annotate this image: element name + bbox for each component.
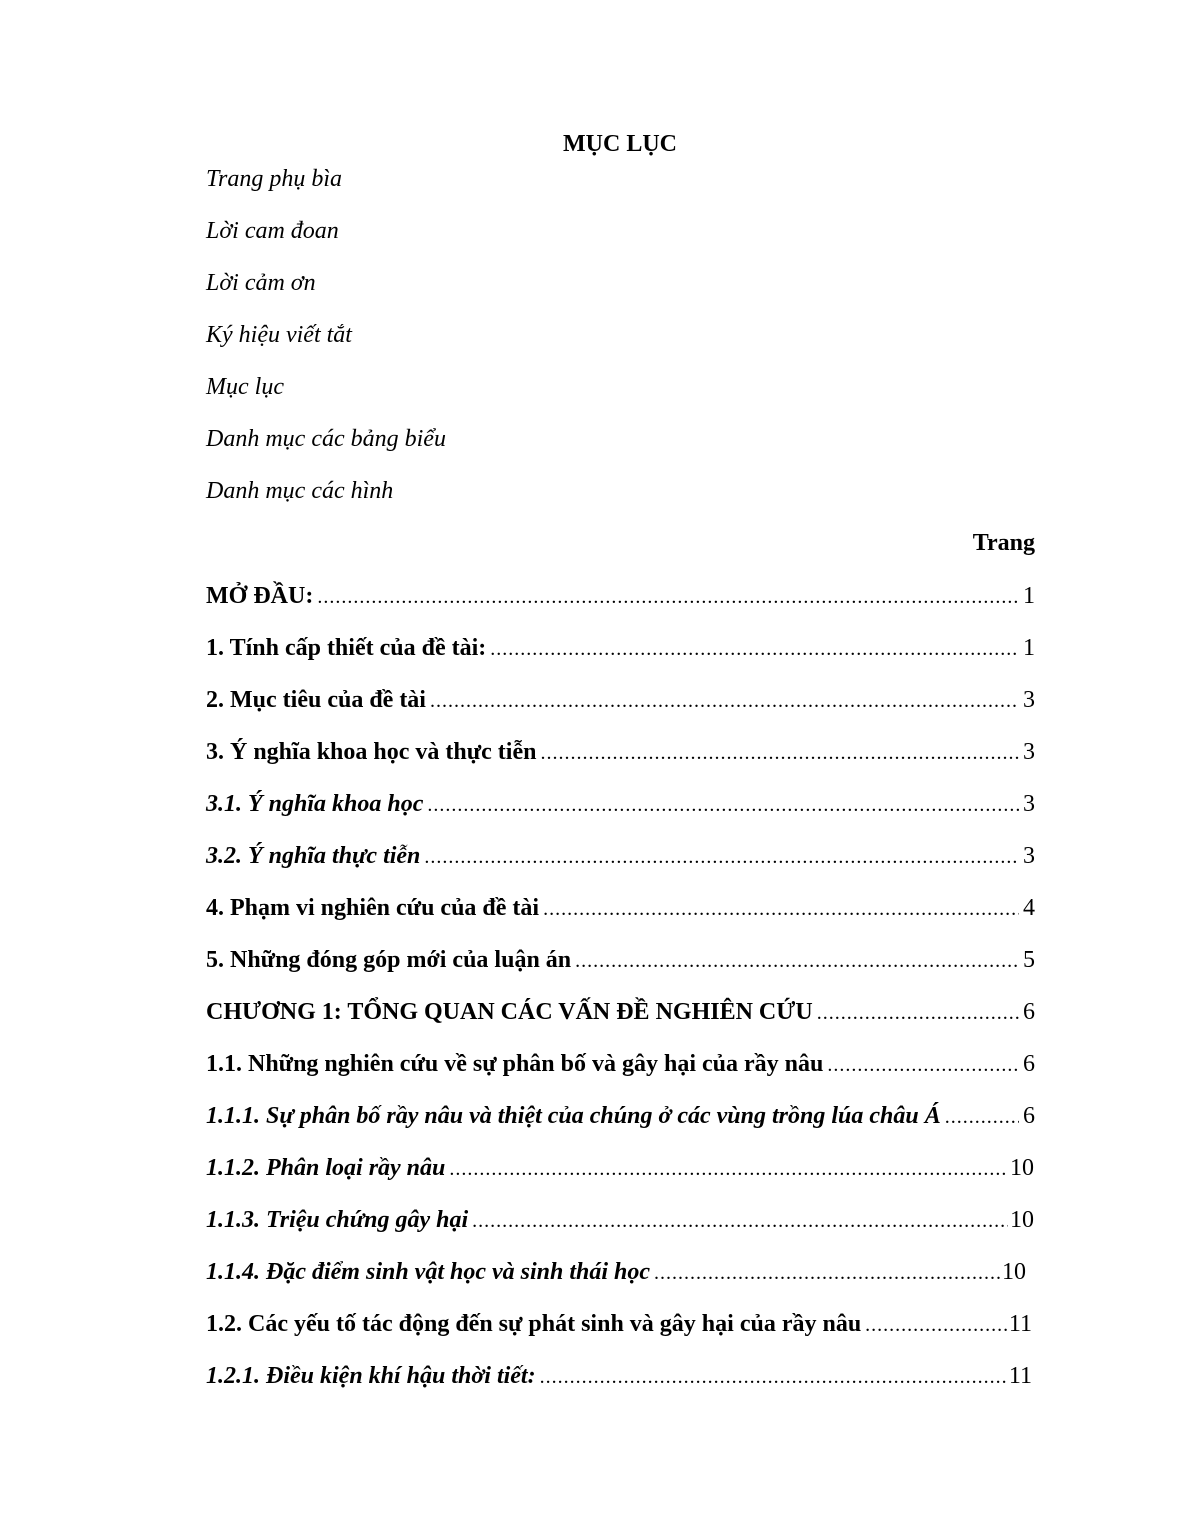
toc-entry-page: 11 bbox=[1008, 1311, 1032, 1337]
toc-leader-dots bbox=[427, 789, 1019, 821]
toc-entry-label: 1.2. Các yếu tố tác động đến sự phát sinh và gây hại của rầy nâu bbox=[206, 1311, 862, 1337]
toc-entry bbox=[206, 1152, 1034, 1185]
toc-leader-dots bbox=[827, 1049, 1019, 1081]
toc-entry-label: 1.1. Những nghiên cứu về sự phân bố và gây hại của rầy nâu bbox=[206, 1051, 824, 1077]
toc-entry-label: CHƯƠNG 1: TỔNG QUAN CÁC VẤN ĐỀ NGHIÊN CỨU bbox=[206, 999, 813, 1025]
toc-entry-label: 5. Những đóng góp mới của luận án bbox=[206, 947, 572, 973]
toc-entry bbox=[206, 684, 1035, 717]
toc-entry-page: 1 bbox=[1023, 635, 1035, 661]
toc-entry-label: 2. Mục tiêu của đề tài bbox=[206, 687, 426, 713]
front-matter-item: Trang phụ bìa bbox=[206, 166, 343, 192]
toc-entry-label: 3.2. Ý nghĩa thực tiễn bbox=[206, 843, 421, 869]
toc-entry bbox=[206, 788, 1035, 821]
toc-entry bbox=[206, 580, 1035, 613]
toc-entry bbox=[206, 1100, 1035, 1133]
toc-entry-page: 11 bbox=[1008, 1363, 1032, 1389]
page-title: MỤC LỤC bbox=[563, 131, 677, 157]
front-matter-item: Lời cảm ơn bbox=[206, 270, 316, 296]
toc-leader-dots bbox=[490, 633, 1019, 665]
toc-entry-label: 1.1.4. Đặc điểm sinh vật học và sinh thái học bbox=[206, 1259, 651, 1285]
toc-entry-label: 1. Tính cấp thiết của đề tài: bbox=[206, 635, 487, 661]
toc-leader-dots bbox=[430, 685, 1019, 717]
toc-entry-label: 1.1.2. Phân loại rầy nâu bbox=[206, 1155, 446, 1181]
toc-entry-label: 1.1.3. Triệu chứng gây hại bbox=[206, 1207, 469, 1233]
toc-entry-page: 4 bbox=[1023, 895, 1035, 921]
front-matter-item: Danh mục các bảng biểu bbox=[206, 426, 446, 452]
toc-leader-dots bbox=[317, 581, 1019, 613]
toc-entry-page: 6 bbox=[1023, 999, 1035, 1025]
toc-entry-page: 3 bbox=[1023, 739, 1035, 765]
toc-entry bbox=[206, 736, 1035, 769]
toc-leader-dots bbox=[543, 893, 1019, 925]
toc-entry bbox=[206, 632, 1035, 665]
toc-leader-dots bbox=[945, 1101, 1019, 1133]
front-matter-item: Ký hiệu viết tắt bbox=[206, 322, 352, 348]
toc-entry bbox=[206, 1204, 1034, 1237]
toc-entry-label: MỞ ĐẦU: bbox=[206, 583, 314, 609]
page-column-label: Trang bbox=[972, 530, 1035, 556]
toc-entry bbox=[206, 996, 1035, 1029]
toc-leader-dots bbox=[540, 1361, 1007, 1393]
toc-entry-label: 4. Phạm vi nghiên cứu của đề tài bbox=[206, 895, 540, 921]
toc-entry bbox=[206, 944, 1035, 977]
toc-entry-page: 5 bbox=[1023, 947, 1035, 973]
toc-leader-dots bbox=[472, 1205, 1008, 1237]
toc-leader-dots bbox=[540, 737, 1019, 769]
toc-entry-page: 10 bbox=[1002, 1259, 1026, 1285]
toc-entry-page: 10 bbox=[1010, 1155, 1034, 1181]
toc-entry-page: 10 bbox=[1010, 1207, 1034, 1233]
toc-leader-dots bbox=[575, 945, 1019, 977]
toc-entry-page: 3 bbox=[1023, 687, 1035, 713]
toc-entry-label: 3. Ý nghĩa khoa học và thực tiễn bbox=[206, 739, 537, 765]
toc-leader-dots bbox=[424, 841, 1019, 873]
toc-entry bbox=[206, 1308, 1032, 1341]
toc-entry-label: 3.1. Ý nghĩa khoa học bbox=[206, 791, 424, 817]
toc-entry bbox=[206, 1360, 1032, 1393]
toc-entry-label: 1.1.1. Sự phân bố rầy nâu và thiệt của chúng ở các vùng trồng lúa châu Á bbox=[206, 1103, 941, 1129]
toc-entry bbox=[206, 1256, 1026, 1289]
toc-entry-page: 3 bbox=[1023, 843, 1035, 869]
toc-entry bbox=[206, 840, 1035, 873]
front-matter-item: Lời cam đoan bbox=[206, 218, 339, 244]
toc-leader-dots bbox=[817, 997, 1019, 1029]
toc-entry-page: 1 bbox=[1023, 583, 1035, 609]
toc-leader-dots bbox=[654, 1257, 1000, 1289]
toc-entry bbox=[206, 892, 1035, 925]
toc-entry-label: 1.2.1. Điều kiện khí hậu thời tiết: bbox=[206, 1363, 536, 1389]
toc-entry-page: 6 bbox=[1023, 1103, 1035, 1129]
front-matter-item: Mục lục bbox=[206, 374, 284, 400]
front-matter-item: Danh mục các hình bbox=[206, 478, 394, 504]
toc-entry-page: 6 bbox=[1023, 1051, 1035, 1077]
toc-entry-page: 3 bbox=[1023, 791, 1035, 817]
toc-leader-dots bbox=[865, 1309, 1007, 1341]
toc-entry bbox=[206, 1048, 1035, 1081]
toc-leader-dots bbox=[449, 1153, 1008, 1185]
